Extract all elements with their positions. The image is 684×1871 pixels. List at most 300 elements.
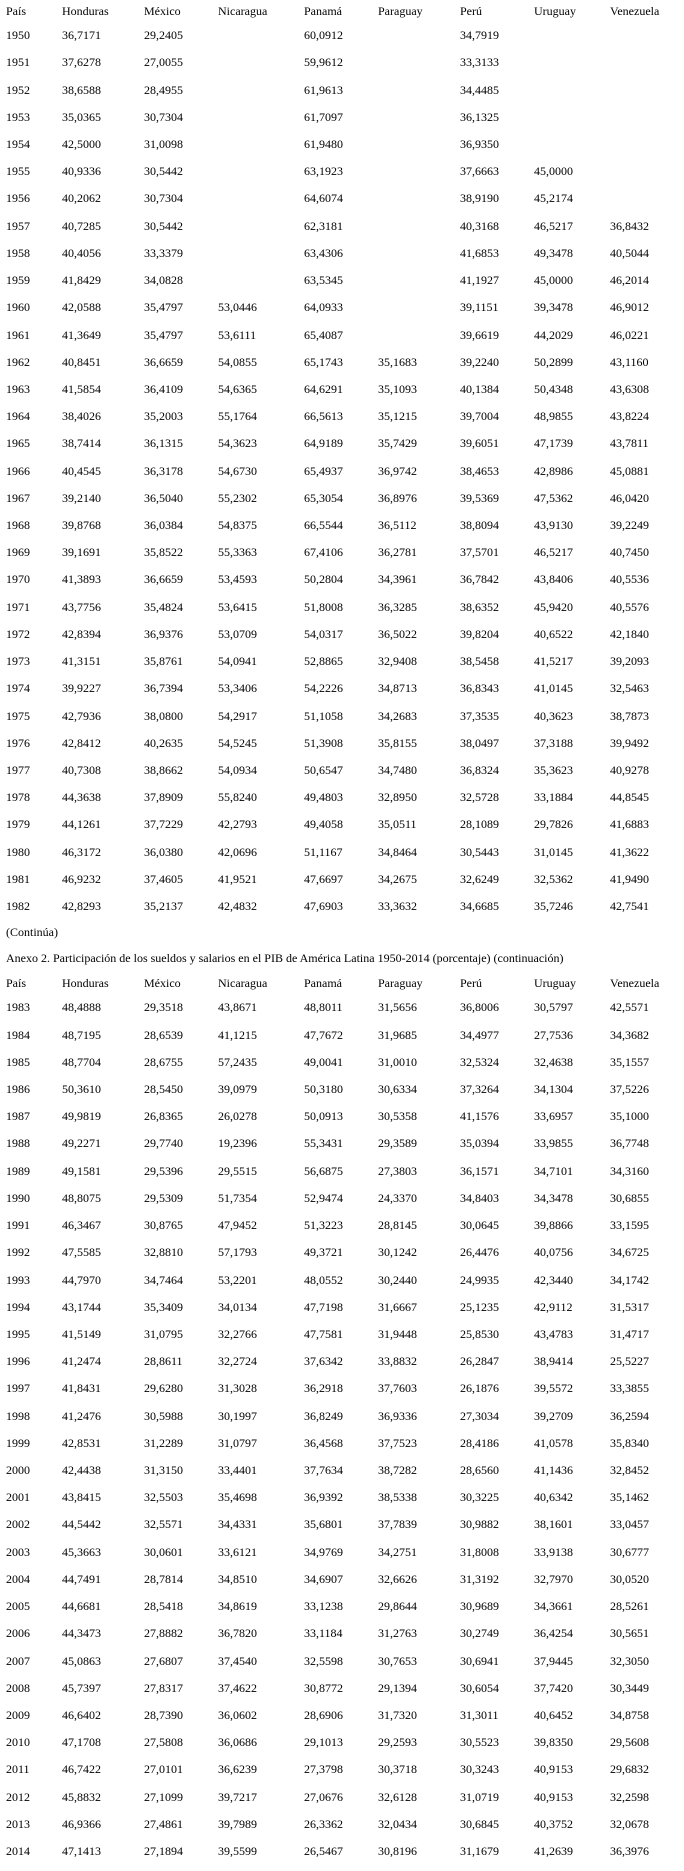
value-cell: 41,2639 (534, 1844, 573, 1859)
value-cell: 29,7740 (144, 1136, 183, 1151)
value-cell: 31,3028 (218, 1381, 257, 1396)
value-cell: 38,7873 (610, 708, 649, 723)
value-cell: 35,1683 (378, 354, 417, 369)
value-cell: 37,3188 (534, 735, 573, 750)
table-row (0, 1593, 684, 1620)
value-cell: 64,6074 (304, 191, 343, 206)
year-cell: 2000 (6, 1463, 30, 1478)
value-cell: 31,3011 (460, 1708, 499, 1723)
table-row (0, 1566, 684, 1593)
value-cell: 42,3440 (534, 1272, 573, 1287)
year-cell: 1971 (6, 599, 30, 614)
value-cell: 36,7748 (610, 1136, 649, 1151)
value-cell: 30,3243 (460, 1762, 499, 1777)
year-cell: 1973 (6, 654, 30, 669)
table-row (0, 811, 684, 838)
value-cell: 50,4348 (534, 381, 573, 396)
year-cell: 1996 (6, 1354, 30, 1369)
table-row (0, 566, 684, 593)
value-cell: 61,7097 (304, 109, 343, 124)
value-cell: 42,8531 (62, 1435, 101, 1450)
value-cell: 38,4653 (460, 463, 499, 478)
value-cell: 37,5701 (460, 545, 499, 560)
value-cell: 25,5227 (610, 1354, 649, 1369)
value-cell: 29,1013 (304, 1735, 343, 1750)
value-cell: 49,2271 (62, 1136, 101, 1151)
value-cell: 34,1304 (534, 1081, 573, 1096)
value-cell: 44,6681 (62, 1599, 101, 1614)
value-cell: 36,5040 (144, 490, 183, 505)
value-cell: 31,8008 (460, 1544, 499, 1559)
value-cell (212, 240, 298, 267)
table-row (0, 1239, 684, 1266)
continua-note: (Continúa) (6, 925, 58, 940)
value-cell: 32,5362 (534, 871, 573, 886)
value-cell: 49,3478 (534, 245, 573, 260)
value-cell: 51,1058 (304, 708, 343, 723)
value-cell: 38,1601 (534, 1517, 573, 1532)
value-cell: 34,6725 (610, 1245, 649, 1260)
value-cell: 26,3362 (304, 1816, 343, 1831)
column-header: Paraguay (378, 3, 423, 18)
value-cell: 33,3855 (610, 1381, 649, 1396)
column-header: Uruguay (534, 3, 576, 18)
value-cell: 27,4861 (144, 1816, 183, 1831)
value-cell: 30,7304 (144, 191, 183, 206)
value-cell: 29,6280 (144, 1381, 183, 1396)
value-cell: 30,6941 (460, 1653, 499, 1668)
value-cell: 35,8155 (378, 735, 417, 750)
year-cell: 1963 (6, 381, 30, 396)
table-row (0, 1620, 684, 1647)
value-cell: 37,7839 (378, 1517, 417, 1532)
value-cell: 29,5309 (144, 1190, 183, 1205)
value-cell: 42,5571 (610, 1000, 649, 1015)
value-cell: 38,4026 (62, 409, 101, 424)
value-cell: 41,3151 (62, 654, 101, 669)
year-cell: 2014 (6, 1844, 30, 1859)
year-cell: 2006 (6, 1626, 30, 1641)
value-cell: 39,2140 (62, 490, 101, 505)
value-cell: 36,0686 (218, 1735, 257, 1750)
table-row (0, 1675, 684, 1702)
value-cell: 42,8986 (534, 463, 573, 478)
value-cell: 31,0098 (144, 136, 183, 151)
value-cell: 30,0645 (460, 1218, 499, 1233)
value-cell: 34,7464 (144, 1272, 183, 1287)
value-cell (528, 104, 604, 131)
value-cell: 31,3192 (460, 1571, 499, 1586)
value-cell: 36,3976 (610, 1844, 649, 1859)
value-cell: 34,3661 (534, 1599, 573, 1614)
value-cell: 30,5797 (534, 1000, 573, 1015)
value-cell: 27,3798 (304, 1762, 343, 1777)
value-cell: 46,6402 (62, 1708, 101, 1723)
year-cell: 1986 (6, 1081, 30, 1096)
value-cell: 28,5450 (144, 1081, 183, 1096)
table-row (0, 512, 684, 539)
value-cell: 45,7397 (62, 1680, 101, 1695)
year-cell: 2003 (6, 1544, 30, 1559)
table-row (0, 539, 684, 566)
value-cell (372, 321, 454, 348)
value-cell: 43,8415 (62, 1490, 101, 1505)
value-cell: 34,3682 (610, 1027, 649, 1042)
value-cell: 53,6415 (218, 599, 257, 614)
value-cell: 57,1793 (218, 1245, 257, 1260)
value-cell (212, 213, 298, 240)
year-cell: 1955 (6, 164, 30, 179)
value-cell: 30,2749 (460, 1626, 499, 1641)
value-cell: 41,3622 (610, 844, 649, 859)
table-row (0, 675, 684, 702)
value-cell: 36,8432 (610, 218, 649, 233)
value-cell: 32,4638 (534, 1054, 573, 1069)
value-cell: 41,9490 (610, 871, 649, 886)
year-cell: 1998 (6, 1408, 30, 1423)
value-cell: 57,2435 (218, 1054, 257, 1069)
year-cell: 2008 (6, 1680, 30, 1695)
value-cell: 49,0041 (304, 1054, 343, 1069)
year-cell: 1954 (6, 136, 30, 151)
value-cell: 50,2899 (534, 354, 573, 369)
column-header: Nicaragua (218, 975, 268, 990)
table-row (0, 621, 684, 648)
value-cell: 38,8662 (144, 763, 183, 778)
value-cell: 24,9935 (460, 1272, 499, 1287)
value-cell: 37,4622 (218, 1680, 257, 1695)
year-cell: 1967 (6, 490, 30, 505)
value-cell: 40,9278 (610, 763, 649, 778)
value-cell: 41,1927 (460, 273, 499, 288)
value-cell: 36,9742 (378, 463, 417, 478)
value-cell: 43,1744 (62, 1299, 101, 1314)
value-cell: 32,0434 (378, 1816, 417, 1831)
table-row (0, 1647, 684, 1674)
table-row (0, 213, 684, 240)
value-cell: 36,1325 (460, 109, 499, 124)
value-cell: 35,7246 (534, 899, 573, 914)
table-row (0, 185, 684, 212)
value-cell: 40,9153 (534, 1762, 573, 1777)
value-cell: 43,4783 (534, 1326, 573, 1341)
value-cell: 34,6685 (460, 899, 499, 914)
value-cell: 31,5317 (610, 1299, 649, 1314)
table-row (0, 839, 684, 866)
year-cell: 1958 (6, 245, 30, 260)
value-cell: 34,2751 (378, 1544, 417, 1559)
value-cell: 36,6239 (218, 1762, 257, 1777)
value-cell: 44,3638 (62, 790, 101, 805)
value-cell: 47,6697 (304, 871, 343, 886)
value-cell: 67,4106 (304, 545, 343, 560)
value-cell: 41,1215 (218, 1027, 257, 1042)
value-cell (528, 22, 604, 49)
value-cell: 38,5458 (460, 654, 499, 669)
value-cell: 35,4797 (144, 300, 183, 315)
value-cell: 42,8412 (62, 735, 101, 750)
value-cell: 43,1160 (610, 354, 649, 369)
value-cell: 36,8976 (378, 490, 417, 505)
value-cell: 37,6663 (460, 164, 499, 179)
value-cell: 38,7282 (378, 1463, 417, 1478)
value-cell: 30,7653 (378, 1653, 417, 1668)
value-cell: 32,7970 (534, 1571, 573, 1586)
value-cell: 36,1571 (460, 1163, 499, 1178)
value-cell: 49,1581 (62, 1163, 101, 1178)
year-cell: 1976 (6, 735, 30, 750)
value-cell: 30,2440 (378, 1272, 417, 1287)
value-cell: 33,1184 (304, 1626, 343, 1641)
value-cell (372, 158, 454, 185)
column-header: Paraguay (378, 975, 423, 990)
value-cell: 45,0863 (62, 1653, 101, 1668)
value-cell: 38,8094 (460, 518, 499, 533)
value-cell: 27,5808 (144, 1735, 183, 1750)
value-cell: 36,0602 (218, 1708, 257, 1723)
value-cell: 27,0101 (144, 1762, 183, 1777)
value-cell: 43,7811 (610, 436, 649, 451)
year-cell: 1978 (6, 790, 30, 805)
year-cell: 1985 (6, 1054, 30, 1069)
value-cell: 36,3285 (378, 599, 417, 614)
value-cell: 34,8403 (460, 1190, 499, 1205)
value-cell: 45,0000 (534, 273, 573, 288)
value-cell: 50,3610 (62, 1081, 101, 1096)
value-cell: 34,4331 (218, 1517, 257, 1532)
value-cell: 50,2804 (304, 572, 343, 587)
value-cell: 37,3535 (460, 708, 499, 723)
value-cell: 36,2918 (304, 1381, 343, 1396)
value-cell (372, 185, 454, 212)
value-cell: 42,4438 (62, 1463, 101, 1478)
column-header: País (6, 3, 27, 18)
value-cell: 51,3223 (304, 1218, 343, 1233)
value-cell: 36,7171 (62, 28, 101, 43)
value-cell: 66,5544 (304, 518, 343, 533)
value-cell: 41,6853 (460, 245, 499, 260)
value-cell: 54,5245 (218, 735, 257, 750)
value-cell: 40,4545 (62, 463, 101, 478)
value-cell: 29,1394 (378, 1680, 417, 1695)
value-cell: 30,0520 (610, 1571, 649, 1586)
continuation-title: Anexo 2. Participación de los sueldos y salarios en el PIB de América Latina 1950-2014 (porcentaje) (continuación) (6, 951, 564, 966)
year-cell: 1970 (6, 572, 30, 587)
value-cell: 46,5217 (534, 218, 573, 233)
value-cell: 64,6291 (304, 381, 343, 396)
value-cell: 46,0221 (610, 327, 649, 342)
table-row (0, 702, 684, 729)
value-cell: 28,4955 (144, 82, 183, 97)
value-cell: 42,2793 (218, 817, 257, 832)
value-cell: 35,1000 (610, 1109, 649, 1124)
value-cell: 36,8343 (460, 681, 499, 696)
value-cell: 41,5854 (62, 381, 101, 396)
table-row (0, 485, 684, 512)
value-cell: 27,6807 (144, 1653, 183, 1668)
column-header: Perú (460, 3, 482, 18)
value-cell: 28,8611 (144, 1354, 183, 1369)
value-cell: 34,8758 (610, 1708, 649, 1723)
value-cell: 61,9480 (304, 136, 343, 151)
value-cell: 31,7320 (378, 1708, 417, 1723)
year-cell: 2013 (6, 1816, 30, 1831)
value-cell: 29,3589 (378, 1136, 417, 1151)
table-row (0, 104, 684, 131)
value-cell: 37,7523 (378, 1435, 417, 1450)
value-cell: 48,9855 (534, 409, 573, 424)
value-cell: 43,6308 (610, 381, 649, 396)
value-cell: 34,6907 (304, 1571, 343, 1586)
value-cell: 54,6365 (218, 381, 257, 396)
value-cell: 53,2201 (218, 1272, 257, 1287)
value-cell (212, 185, 298, 212)
table-row (0, 757, 684, 784)
value-cell: 33,1884 (534, 790, 573, 805)
value-cell: 30,5523 (460, 1735, 499, 1750)
table-row (0, 1811, 684, 1838)
year-cell: 1988 (6, 1136, 30, 1151)
value-cell: 30,5651 (610, 1626, 649, 1641)
value-cell: 31,4717 (610, 1326, 649, 1341)
value-cell: 49,4058 (304, 817, 343, 832)
value-cell: 39,5369 (460, 490, 499, 505)
value-cell (212, 22, 298, 49)
value-cell: 32,5463 (610, 681, 649, 696)
value-cell: 30,6054 (460, 1680, 499, 1695)
year-cell: 1983 (6, 1000, 30, 1015)
value-cell: 28,8145 (378, 1218, 417, 1233)
value-cell: 39,8866 (534, 1218, 573, 1233)
value-cell: 35,4824 (144, 599, 183, 614)
value-cell: 36,3178 (144, 463, 183, 478)
value-cell: 32,5571 (144, 1517, 183, 1532)
value-cell: 34,2683 (378, 708, 417, 723)
year-cell: 1968 (6, 518, 30, 533)
value-cell: 47,7672 (304, 1027, 343, 1042)
table-row (0, 240, 684, 267)
value-cell: 50,6547 (304, 763, 343, 778)
table-row (0, 730, 684, 757)
value-cell: 34,3961 (378, 572, 417, 587)
table-row (0, 349, 684, 376)
value-cell: 35,4698 (218, 1490, 257, 1505)
value-cell: 33,9138 (534, 1544, 573, 1559)
value-cell: 39,0979 (218, 1081, 257, 1096)
value-cell: 54,0317 (304, 626, 343, 641)
table-row (0, 403, 684, 430)
value-cell: 35,1215 (378, 409, 417, 424)
value-cell: 51,8008 (304, 599, 343, 614)
value-cell: 41,8429 (62, 273, 101, 288)
value-cell: 48,7195 (62, 1027, 101, 1042)
value-cell: 35,0394 (460, 1136, 499, 1151)
value-cell: 39,7989 (218, 1816, 257, 1831)
value-cell: 48,4888 (62, 1000, 101, 1015)
value-cell: 56,6875 (304, 1163, 343, 1178)
value-cell: 39,2240 (460, 354, 499, 369)
value-cell: 31,2289 (144, 1435, 183, 1450)
value-cell: 33,6121 (218, 1544, 257, 1559)
value-cell: 39,9227 (62, 681, 101, 696)
year-cell: 1975 (6, 708, 30, 723)
value-cell: 41,3649 (62, 327, 101, 342)
value-cell: 35,3409 (144, 1299, 183, 1314)
value-cell: 33,3632 (378, 899, 417, 914)
year-cell: 2010 (6, 1735, 30, 1750)
table-row (0, 267, 684, 294)
value-cell: 59,9612 (304, 55, 343, 70)
value-cell: 35,6801 (304, 1517, 343, 1532)
value-cell: 27,8882 (144, 1626, 183, 1641)
table-row (0, 131, 684, 158)
value-cell: 37,4605 (144, 871, 183, 886)
value-cell (604, 185, 684, 212)
value-cell: 34,8464 (378, 844, 417, 859)
value-cell: 40,2635 (144, 735, 183, 750)
value-cell: 31,0010 (378, 1054, 417, 1069)
value-cell: 34,7919 (460, 28, 499, 43)
value-cell: 48,8011 (304, 1000, 343, 1015)
value-cell: 46,2014 (610, 273, 649, 288)
value-cell: 27,0676 (304, 1789, 343, 1804)
table-row (0, 49, 684, 76)
value-cell: 41,5149 (62, 1326, 101, 1341)
value-cell: 31,2763 (378, 1626, 417, 1641)
value-cell: 43,7756 (62, 599, 101, 614)
value-cell: 55,3363 (218, 545, 257, 560)
value-cell: 34,8619 (218, 1599, 257, 1614)
value-cell: 32,0678 (610, 1816, 649, 1831)
value-cell: 26,1876 (460, 1381, 499, 1396)
value-cell: 19,2396 (218, 1136, 257, 1151)
value-cell: 46,0420 (610, 490, 649, 505)
year-cell: 1991 (6, 1218, 30, 1233)
value-cell: 30,3225 (460, 1490, 499, 1505)
value-cell: 48,7704 (62, 1054, 101, 1069)
value-cell (604, 104, 684, 131)
value-cell: 41,2476 (62, 1408, 101, 1423)
value-cell: 32,5598 (304, 1653, 343, 1668)
value-cell: 30,1242 (378, 1245, 417, 1260)
value-cell: 39,2093 (610, 654, 649, 669)
value-cell: 30,8765 (144, 1218, 183, 1233)
value-cell: 40,6452 (534, 1708, 573, 1723)
value-cell: 34,8713 (378, 681, 417, 696)
value-cell: 37,9445 (534, 1653, 573, 1668)
value-cell: 40,2062 (62, 191, 101, 206)
value-cell: 36,9350 (460, 136, 499, 151)
table-header-row (0, 972, 684, 994)
value-cell: 51,1167 (304, 844, 343, 859)
value-cell: 30,9689 (460, 1599, 499, 1614)
value-cell: 31,9448 (378, 1326, 417, 1341)
value-cell: 32,2766 (218, 1326, 257, 1341)
value-cell: 35,4797 (144, 327, 183, 342)
value-cell: 40,0756 (534, 1245, 573, 1260)
value-cell: 27,3803 (378, 1163, 417, 1178)
value-cell: 54,0934 (218, 763, 257, 778)
value-cell: 50,3180 (304, 1081, 343, 1096)
value-cell: 47,1708 (62, 1735, 101, 1750)
value-cell: 35,8761 (144, 654, 183, 669)
value-cell: 62,3181 (304, 218, 343, 233)
value-cell: 64,0933 (304, 300, 343, 315)
value-cell: 44,3473 (62, 1626, 101, 1641)
table-row (0, 1756, 684, 1783)
value-cell: 27,8317 (144, 1680, 183, 1695)
value-cell: 40,7450 (610, 545, 649, 560)
